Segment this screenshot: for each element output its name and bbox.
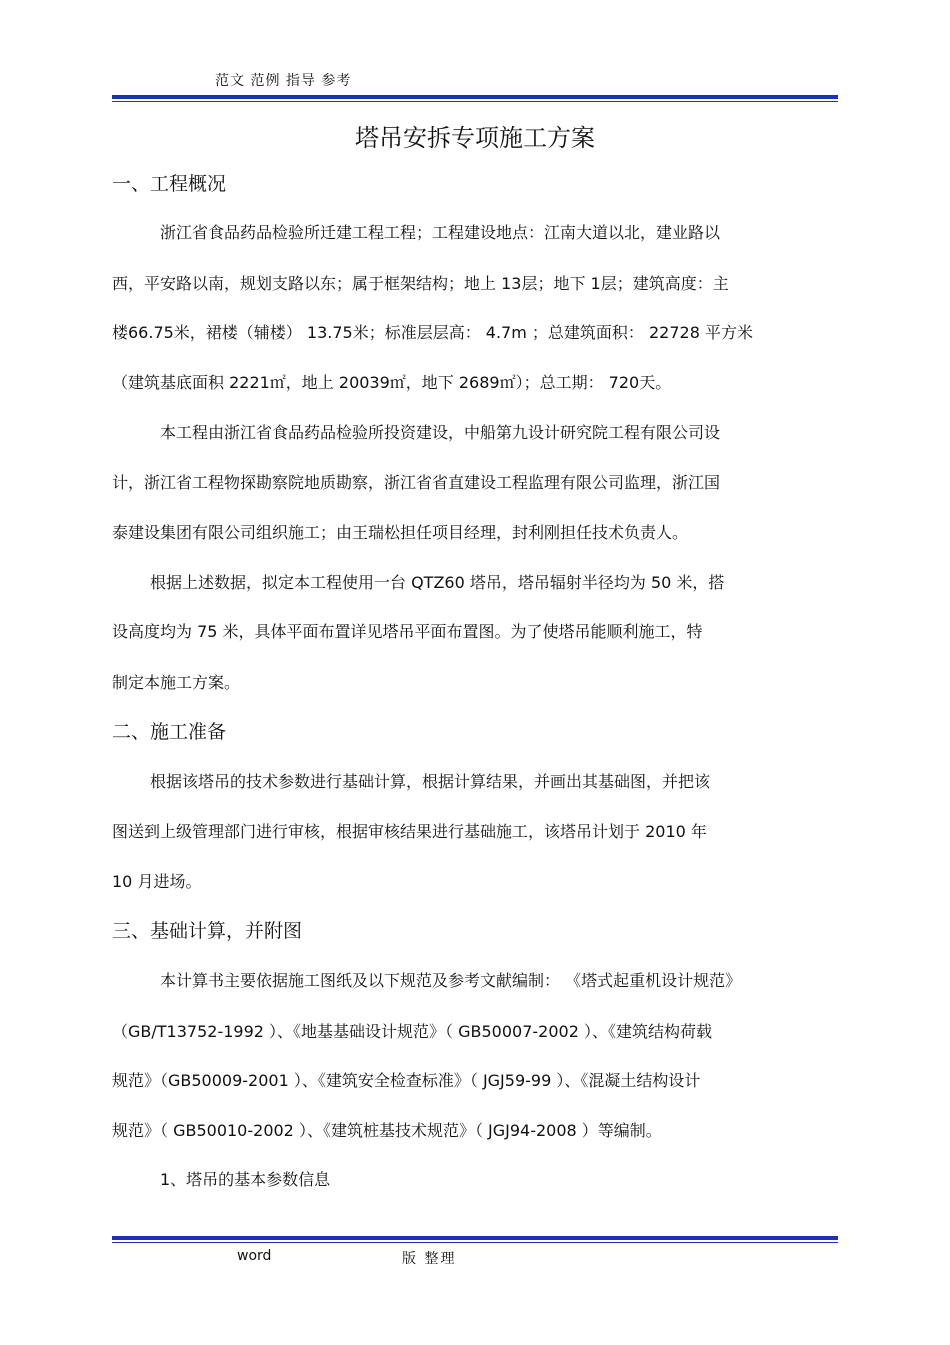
paragraph-line: 浙江省食品药品检验所迁建工程工程；工程建设地点：江南大道以北，建业路以 — [160, 223, 721, 242]
section-heading-3: 三、基础计算，并附图 — [112, 920, 303, 942]
paragraph-line: （GB/T13752-1992 ）、《地基基础设计规范》（ GB50007-2002 ）、《建筑结构荷载 — [112, 1022, 712, 1041]
paragraph-line: 根据上述数据，拟定本工程使用一台 QTZ60 塔吊，塔吊辐射半径均为 50 米，搭 — [150, 573, 725, 592]
page-header-text: 范文 范例 指导 参考 — [215, 73, 352, 89]
paragraph-line: 规范》（ GB50010-2002 ）、《建筑桩基技术规范》（ JGJ94-2008 ）等编制。 — [112, 1121, 662, 1140]
paragraph-line: 本工程由浙江省食品药品检验所投资建设，中船第九设计研究院工程有限公司设 — [160, 423, 721, 442]
paragraph-line: 图送到上级管理部门进行审核，根据审核结果进行基础施工，该塔吊计划于 2010 年 — [112, 822, 707, 841]
footer-rule — [112, 1236, 838, 1243]
paragraph-line: 设高度均为 75 米，具体平面布置详见塔吊平面布置图。为了使塔吊能顺利施工，特 — [112, 622, 703, 641]
header-rule — [112, 95, 838, 102]
paragraph-line: 10 月进场。 — [112, 872, 202, 891]
paragraph-line: 楼66.75米，裙楼（辅楼） 13.75米；标准层层高： 4.7m ；总建筑面积： 22728 平方米 — [112, 323, 753, 342]
paragraph-line: （建筑基底面积 2221㎡，地上 20039㎡，地下 2689㎡）；总工期： 720天。 — [112, 373, 672, 392]
section-heading-2: 二、施工准备 — [112, 721, 227, 743]
paragraph-line: 泰建设集团有限公司组织施工；由王瑞松担任项目经理，封利刚担任技术负责人。 — [112, 523, 689, 542]
paragraph-line: 计，浙江省工程物探勘察院地质勘察，浙江省省直建设工程监理有限公司监理，浙江国 — [112, 473, 721, 492]
paragraph-line: 本计算书主要依据施工图纸及以下规范及参考文献编制： 《塔式起重机设计规范》 — [160, 971, 742, 990]
document-title: 塔吊安拆专项施工方案 — [355, 124, 595, 152]
section-heading-1: 一、工程概况 — [112, 173, 227, 195]
paragraph-line: 1、塔吊的基本参数信息 — [160, 1170, 331, 1189]
paragraph-line: 制定本施工方案。 — [112, 673, 241, 692]
paragraph-line: 西，平安路以南，规划支路以东；属于框架结构；地上 13层；地下 1层；建筑高度：主 — [112, 274, 729, 293]
paragraph-line: 根据该塔吊的技术参数进行基础计算，根据计算结果，并画出其基础图，并把该 — [150, 772, 711, 791]
paragraph-line: 规范》（GB50009-2001 ）、《建筑安全检查标准》（ JGJ59-99 ）、《混凝土结构设计 — [112, 1071, 701, 1090]
footer-right-text: 版 整理 — [402, 1251, 457, 1267]
footer-left-text: word — [237, 1248, 272, 1264]
